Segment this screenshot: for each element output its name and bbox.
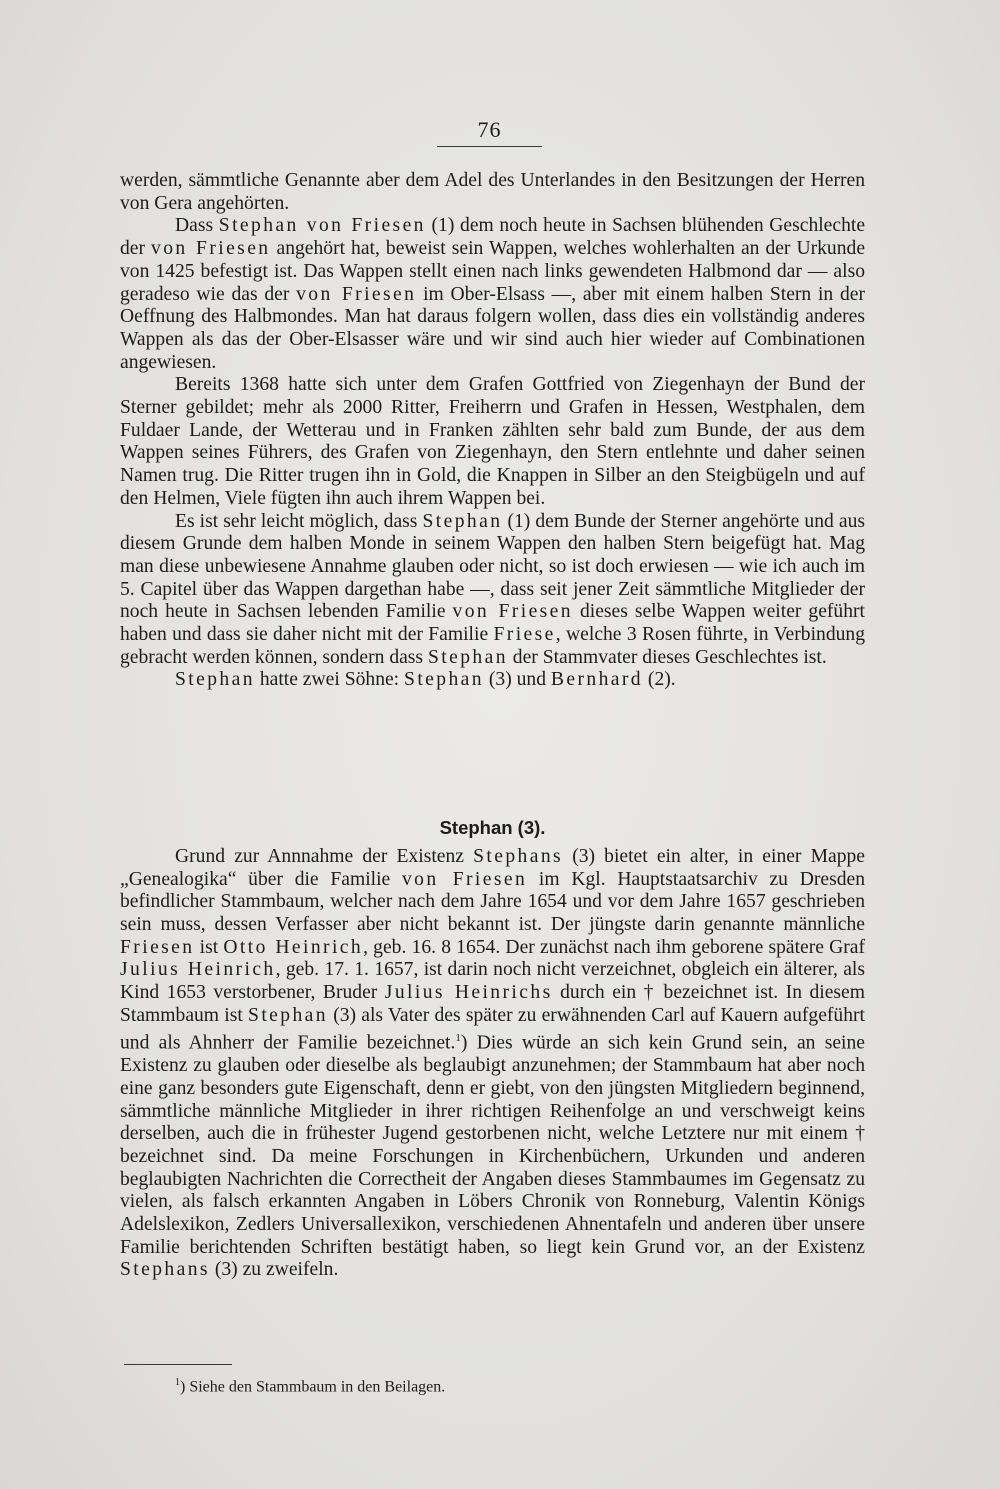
- text-run: hatte zwei Söhne:: [254, 669, 405, 691]
- text-run: Grund zur Annnahme der Existenz: [175, 846, 474, 867]
- paragraph-6: [120, 846, 865, 1282]
- paragraph-1: [120, 170, 865, 215]
- spaced-name: Bernhard: [550, 669, 644, 691]
- text-run: im Kgl. Hauptstaatsarchiv zu Dresden befindlicher Stammbaum, welcher nach dem Jahre 1654 und vor dem Jahre 1657 geschrieben sein muss, dessen Verfasser aber nicht bekannt ist. Der jüngste darin genannte männliche: [120, 868, 865, 935]
- spaced-name: Stephan von Friesen: [218, 215, 426, 237]
- footnote-text: ) Siehe den Stammbaum in den Beilagen.: [180, 1378, 446, 1396]
- text-run: (2).: [643, 669, 676, 691]
- body-text-lower: [120, 817, 866, 1282]
- spaced-name: Julius Heinrich: [120, 959, 276, 981]
- section-heading: Stephan (3).: [439, 817, 546, 838]
- footnote-rule: [124, 1364, 232, 1365]
- text-run: , welche 3 Rosen führte, in Verbindung gebracht werden können, sondern dass: [120, 624, 866, 668]
- spaced-name: Julius Heinrichs: [384, 981, 553, 1003]
- spaced-name: Otto Heinrich: [223, 936, 364, 958]
- text-run: angehört hat, beweist sein Wappen, welches wohlerhalten an der Urkunde von 1425 befestigt ist. Das Wappen stellt einen nach links gewendeten Halbmond dar — also geradeso wie das der: [120, 238, 866, 305]
- spaced-name: Stephan: [427, 646, 508, 668]
- text-run: im Ober-Elsass —, aber mit einem halben Stern in der Oeffnung des Halbmondes. Man hat daraus folgern wollen, dass dies ein vollständig anderes Wappen als das der Ober-Elsasser wäre und wir sind auch hier wieder auf Combinationen angewiesen.: [120, 283, 865, 373]
- spaced-name: Stephan: [422, 510, 503, 532]
- page-number-rule: [437, 146, 542, 147]
- spaced-name: Stephan: [175, 669, 255, 691]
- text-run: ist: [194, 936, 224, 958]
- spaced-name: Stephan: [248, 1004, 328, 1026]
- footnote: [175, 1377, 445, 1396]
- paragraph-3: [120, 374, 865, 510]
- text-run: werden, sämmtliche Genannte aber dem Adel des Unterlandes in den Besitzungen der Herren von Gera angehörten.: [120, 170, 865, 214]
- paragraph-4: [120, 511, 865, 670]
- text-run: der Stammvater dieses Geschlechtes ist.: [507, 646, 827, 668]
- paragraph-5: [120, 669, 865, 692]
- paragraph-2: [120, 215, 865, 374]
- footnote-marker: 1: [175, 1377, 180, 1388]
- text-run: Dass: [175, 215, 219, 237]
- spaced-name: von Friesen: [151, 238, 271, 260]
- text-run: ) Dies würde an sich kein Grund sein, an seine Existenz zu glauben oder dieselbe als beglaubigt anzunehmen; der Stammbaum hat aber noch eine ganz besonders gute Eigenschaft, denn er giebt, von den jüngsten Mitgliedern beginnend, sämmtliche männliche Mitglieder in ihrer richtigen Reihenfolge an und verschweigt keins derselben, auch die in frühester Jugend gestorbenen nicht, welche Letztere nur mit einem † bezeichnet sind. Da meine Forschungen in Kirchenbüchern, Urkunden und anderen beglaubigten Nachrichten die Correctheit der Angaben dieses Stammbaumes im Gegensatz zu vielen, als falsch erkannten Angaben in Löbers Chronik von Ronneburg, Valentin Königs Adelslexikon, Zedlers Universallexikon, verschiedenen Ahnentafeln und anderen über unsere Familie berichtenden Schriften bestätigt haben, so liegt kein Grund vor, an der Existenz: [120, 1032, 865, 1258]
- text-run: dieses selbe Wappen weiter geführt haben und dass sie daher nicht mit der Familie: [120, 601, 865, 646]
- spaced-name: Friese: [493, 624, 556, 646]
- spaced-name: Stephans: [120, 1259, 210, 1281]
- spaced-name: von Friesen: [452, 601, 573, 623]
- text-run: Es ist sehr leicht möglich, dass: [175, 510, 423, 532]
- text-run: (1) dem noch heute in Sachsen blühenden Geschlechte der: [120, 215, 866, 260]
- text-run: , geb. 17. 1. 1657, ist darin noch nicht verzeichnet, obgleich ein älterer, als Kind 1653 verstorbener, Bruder: [120, 959, 865, 1003]
- spaced-name: Stephans: [473, 846, 564, 867]
- spaced-name: von Friesen: [296, 283, 417, 305]
- text-run: (3) als Vater des später zu erwähnenden Carl auf Kauern aufgeführt und als Ahnherr der Familie bezeichnet.: [120, 1004, 865, 1054]
- spaced-name: Stephan: [404, 669, 484, 691]
- spaced-name: Friesen: [120, 936, 195, 958]
- text-run: (3) zu zweifeln.: [209, 1259, 339, 1281]
- body-text-upper: [120, 170, 865, 692]
- text-run: (3) und: [483, 669, 551, 691]
- text-run: durch ein † bezeichnet ist. In diesem Stammbaum ist: [120, 981, 865, 1026]
- text-run: (1) dem Bunde der Sterner angehörte und aus diesem Grunde dem halben Monde in seinem Wappen den halben Stern beigefügt hat. Mag man diese unbewiesene Annahme glauben oder nicht, so ist doch erwiesen — wie ich auch im 5. Capitel über das Wappen dargethan habe —, dass seit jener Zeit sämmtliche Mitglieder der noch heute in Sachsen lebenden Familie: [120, 510, 865, 623]
- page-number: 76: [477, 117, 502, 142]
- text-run: , geb. 16. 8 1654. Der zunächst nach ihm geborene spätere Graf: [363, 936, 866, 958]
- text-run: Bereits 1368 hatte sich unter dem Grafen Gottfried von Ziegenhayn der Bund der Sterner gebildet; mehr als 2000 Ritter, Freiherrn und Grafen in Hessen, Westphalen, dem Fuldaer Lande, der Wetterau und in Franken zählten sehr bald zum Bunde, der aus dem Wappen seines Führers, des Grafen von Ziegenhayn, den Stern entlehnte und daher seinen Namen trug. Die Ritter trugen ihn in Gold, die Knappen in Silber an den Steigbügeln und auf den Helmen, Viele fügten ihn auch ihrem Wappen bei.: [120, 374, 865, 509]
- spaced-name: von Friesen: [401, 868, 528, 890]
- text-run: (3) bietet ein alter, in einer Mappe „Genealogika“ über die Familie: [120, 846, 865, 890]
- footnote-reference: 1: [455, 1032, 461, 1045]
